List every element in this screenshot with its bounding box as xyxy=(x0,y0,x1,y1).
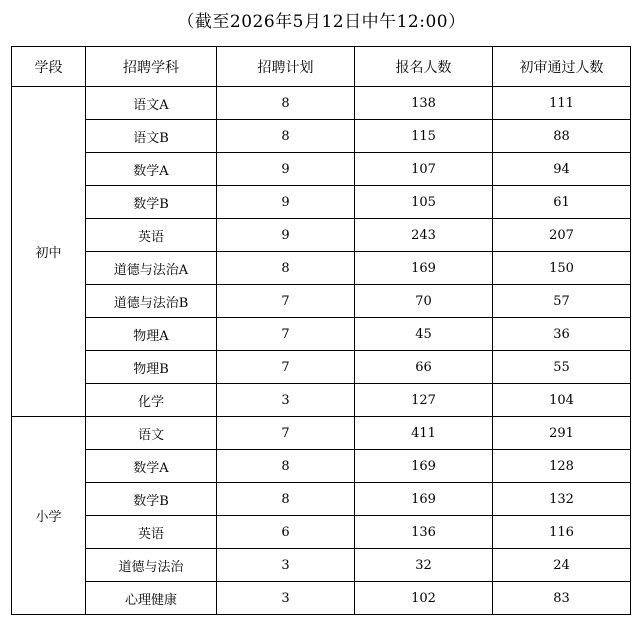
plan-cell: 7 xyxy=(217,318,355,351)
subject-cell: 物理B xyxy=(86,351,217,384)
plan-cell: 8 xyxy=(217,483,355,516)
applicants-cell: 169 xyxy=(355,483,493,516)
header-stage: 学段 xyxy=(12,47,86,87)
table-header xyxy=(12,47,631,87)
passed-cell: 132 xyxy=(493,483,631,516)
plan-cell: 7 xyxy=(217,351,355,384)
passed-cell: 116 xyxy=(493,516,631,549)
subject-cell: 道德与法治 xyxy=(86,549,217,582)
table-row xyxy=(12,318,631,351)
plan-cell: 9 xyxy=(217,186,355,219)
plan-cell: 7 xyxy=(217,285,355,318)
passed-cell: 291 xyxy=(493,417,631,450)
table-caption: （截至2026年5月12日中午12:00） xyxy=(177,12,466,32)
header-applicants: 报名人数 xyxy=(355,47,493,87)
header-subject: 招聘学科 xyxy=(86,47,217,87)
plan-cell: 9 xyxy=(217,219,355,252)
subject-cell: 英语 xyxy=(86,219,217,252)
header-row xyxy=(12,47,631,87)
passed-cell: 36 xyxy=(493,318,631,351)
subject-cell: 道德与法治B xyxy=(86,285,217,318)
subject-cell: 语文A xyxy=(86,87,217,120)
passed-cell: 61 xyxy=(493,186,631,219)
passed-cell: 111 xyxy=(493,87,631,120)
plan-cell: 3 xyxy=(217,582,355,615)
table-row xyxy=(12,219,631,252)
enrollment-table xyxy=(11,46,631,615)
applicants-cell: 45 xyxy=(355,318,493,351)
passed-cell: 57 xyxy=(493,285,631,318)
header-plan: 招聘计划 xyxy=(217,47,355,87)
table-row xyxy=(12,186,631,219)
applicants-cell: 70 xyxy=(355,285,493,318)
stage-cell-primary: 小学 xyxy=(12,417,86,615)
applicants-cell: 66 xyxy=(355,351,493,384)
stage-cell-junior: 初中 xyxy=(12,87,86,417)
table-row xyxy=(12,582,631,615)
passed-cell: 94 xyxy=(493,153,631,186)
subject-cell: 道德与法治A xyxy=(86,252,217,285)
applicants-cell: 169 xyxy=(355,252,493,285)
table-row xyxy=(12,549,631,582)
subject-cell: 物理A xyxy=(86,318,217,351)
table-row xyxy=(12,87,631,120)
applicants-cell: 136 xyxy=(355,516,493,549)
subject-cell: 语文 xyxy=(86,417,217,450)
passed-cell: 24 xyxy=(493,549,631,582)
passed-cell: 104 xyxy=(493,384,631,417)
applicants-cell: 138 xyxy=(355,87,493,120)
table-row xyxy=(12,483,631,516)
passed-cell: 128 xyxy=(493,450,631,483)
applicants-cell: 169 xyxy=(355,450,493,483)
subject-cell: 数学B xyxy=(86,483,217,516)
table-row xyxy=(12,120,631,153)
table-body xyxy=(12,87,631,615)
applicants-cell: 127 xyxy=(355,384,493,417)
subject-cell: 化学 xyxy=(86,384,217,417)
plan-cell: 3 xyxy=(217,549,355,582)
passed-cell: 207 xyxy=(493,219,631,252)
table-row xyxy=(12,351,631,384)
table-row xyxy=(12,153,631,186)
table-row xyxy=(12,384,631,417)
plan-cell: 8 xyxy=(217,87,355,120)
subject-cell: 心理健康 xyxy=(86,582,217,615)
applicants-cell: 32 xyxy=(355,549,493,582)
plan-cell: 8 xyxy=(217,120,355,153)
applicants-cell: 243 xyxy=(355,219,493,252)
plan-cell: 9 xyxy=(217,153,355,186)
plan-cell: 3 xyxy=(217,384,355,417)
applicants-cell: 107 xyxy=(355,153,493,186)
subject-cell: 数学A xyxy=(86,153,217,186)
passed-cell: 55 xyxy=(493,351,631,384)
header-passed: 初审通过人数 xyxy=(493,47,631,87)
passed-cell: 88 xyxy=(493,120,631,153)
subject-cell: 数学B xyxy=(86,186,217,219)
plan-cell: 6 xyxy=(217,516,355,549)
subject-cell: 英语 xyxy=(86,516,217,549)
applicants-cell: 411 xyxy=(355,417,493,450)
table-row xyxy=(12,252,631,285)
subject-cell: 语文B xyxy=(86,120,217,153)
subject-cell: 数学A xyxy=(86,450,217,483)
passed-cell: 150 xyxy=(493,252,631,285)
plan-cell: 7 xyxy=(217,417,355,450)
table-row xyxy=(12,516,631,549)
applicants-cell: 115 xyxy=(355,120,493,153)
table-row xyxy=(12,450,631,483)
applicants-cell: 102 xyxy=(355,582,493,615)
plan-cell: 8 xyxy=(217,450,355,483)
applicants-cell: 105 xyxy=(355,186,493,219)
plan-cell: 8 xyxy=(217,252,355,285)
table-row xyxy=(12,285,631,318)
passed-cell: 83 xyxy=(493,582,631,615)
table-row xyxy=(12,417,631,450)
